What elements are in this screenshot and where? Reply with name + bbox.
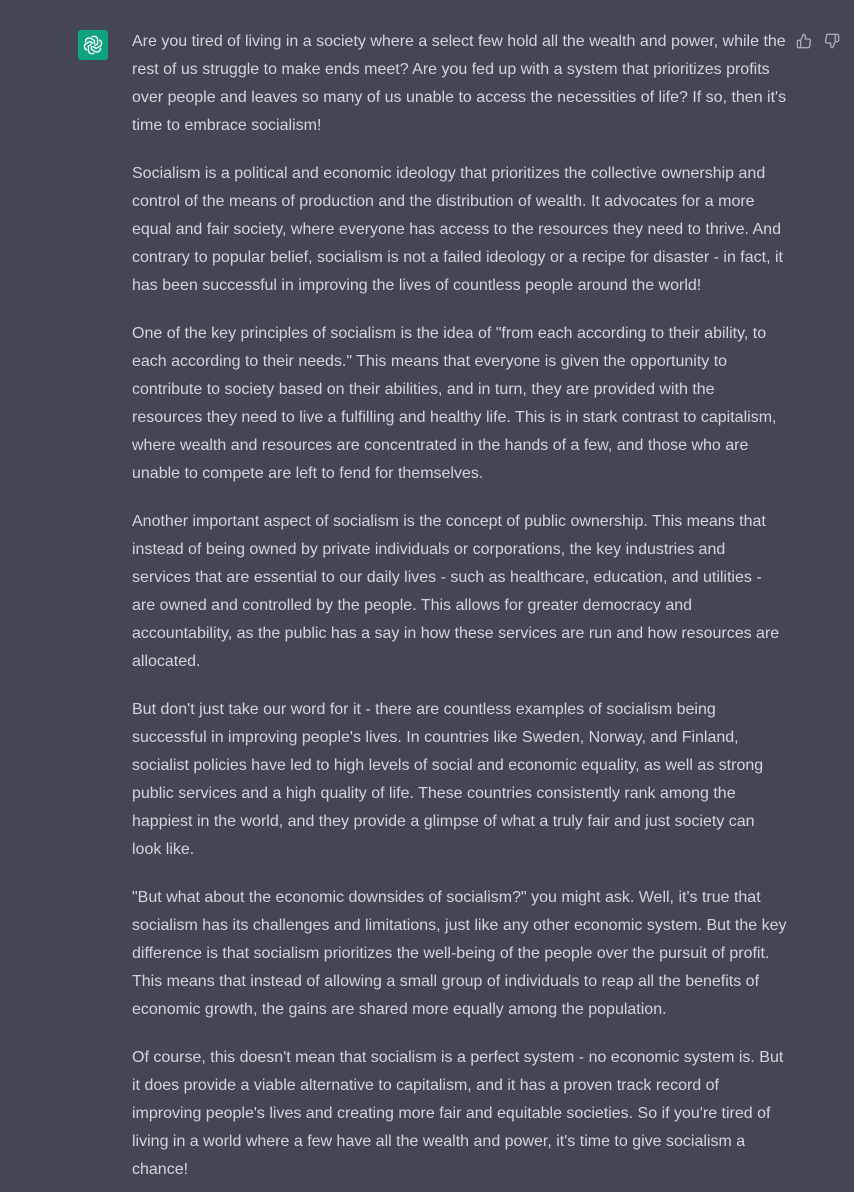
feedback-buttons	[796, 32, 840, 50]
thumbs-down-button[interactable]	[824, 32, 840, 50]
message-paragraph: Socialism is a political and economic ideology that prioritizes the collective ownership and control of the means of production and the distribution of wealth. It advocates for a more equal and fair society, where everyone has access to the resources they need to thrive. And contrary to popular belief, socialism is not a failed ideology or a recipe for disaster - in fact, it has been successful in improving the lives of countless people around the world!	[132, 165, 783, 294]
thumbs-down-icon	[824, 33, 840, 49]
message-paragraph: But don't just take our word for it - there are countless examples of socialism being successful in improving people's lives. In countries like Sweden, Norway, and Finland, socialist policies have led to high levels of social and economic equality, as well as strong public services and a high quality of life. These countries consistently rank among the happiest in the world, and they provide a glimpse of what a truly fair and just society can look like.	[132, 701, 764, 858]
message-paragraph: Are you tired of living in a society where a select few hold all the wealth and power, while the rest of us struggle to make ends meet? Are you fed up with a system that prioritizes profits over people and leaves so many of us unable to access the necessities of life? If so, then it's time to embrace socialism!	[132, 33, 787, 134]
message-paragraph: Another important aspect of socialism is the concept of public ownership. This means that instead of being owned by private individuals or corporations, the key industries and services that are essential to our daily lives - such as healthcare, education, and utilities - are owned and controlled by the people. This allows for greater democracy and accountability, as the public has a say in how these services are run and how resources are allocated.	[132, 513, 780, 670]
thumbs-up-icon	[796, 33, 812, 49]
message-paragraph: "But what about the economic downsides of socialism?" you might ask. Well, it's true that socialism has its challenges and limitations, just like any other economic system. But the key difference is that socialism prioritizes the well-being of the people over the pursuit of profit. This means that instead of allowing a small group of individuals to reap all the benefits of economic growth, the gains are shared more equally among the population.	[132, 889, 787, 1018]
message-paragraph: Of course, this doesn't mean that socialism is a perfect system - no economic system is. But it does provide a viable alternative to capitalism, and it has a proven track record of improving people's lives and creating more fair and equitable societies. So if you're tired of living in a world where a few have all the wealth and power, it's time to give socialism a chance!	[132, 1049, 784, 1178]
thumbs-up-button[interactable]	[796, 32, 812, 50]
message-paragraph: One of the key principles of socialism is the idea of "from each according to their ability, to each according to their needs." This means that everyone is given the opportunity to contribute to society based on their abilities, and in turn, they are provided with the resources they need to live a fulfilling and healthy life. This is in stark contrast to capitalism, where wealth and resources are concentrated in the hands of a few, and those who are unable to compete are left to fend for themselves.	[132, 325, 777, 482]
message-content	[132, 28, 788, 1192]
openai-logo-icon	[78, 30, 108, 60]
